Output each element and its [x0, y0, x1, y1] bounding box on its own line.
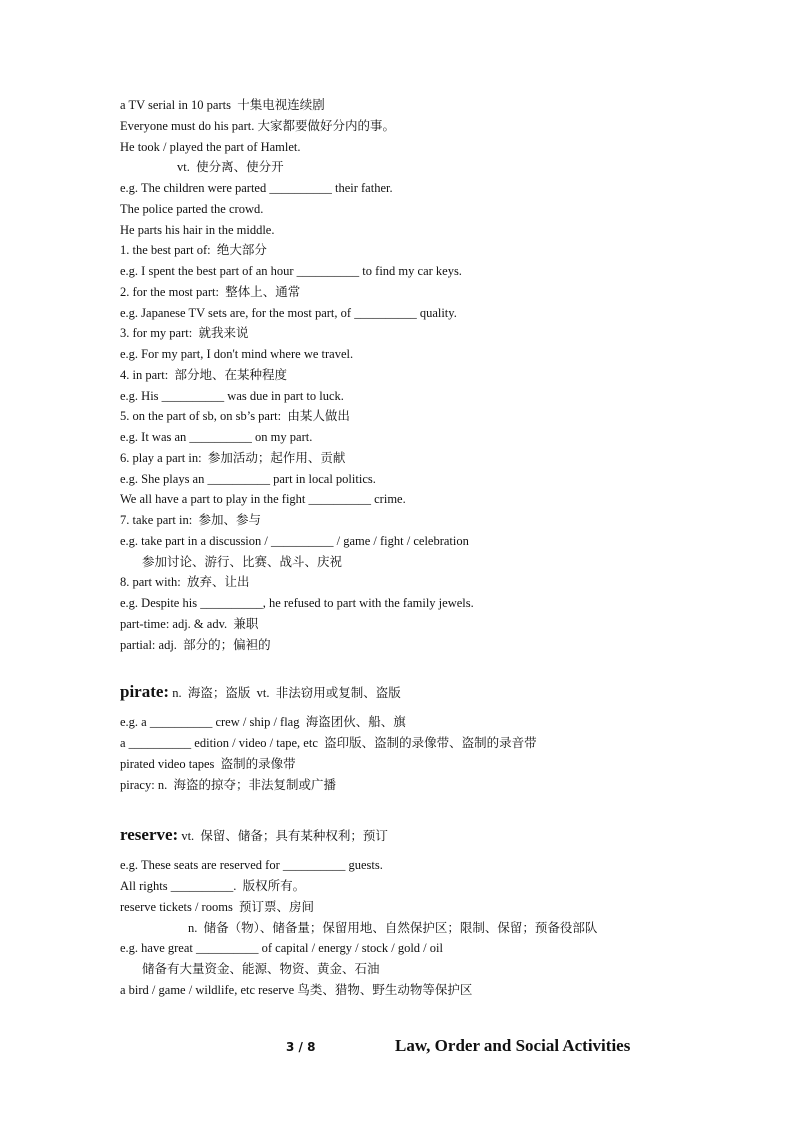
- headword-definition: vt. 保留、储备；具有某种权利；预订: [178, 829, 388, 844]
- pirate-entry: [120, 680, 720, 795]
- reserve-entry: [120, 823, 720, 1000]
- phrase-line: 4. in part: 部分地、在某种程度: [120, 367, 288, 382]
- derivative-line: partial: adj. 部分的；偏袒的: [120, 637, 271, 652]
- noun-sense: n. 储备（物）、储备量；保留用地、自然保护区；限制、保留；预备役部队: [188, 920, 598, 935]
- phrase-line: 6. play a part in: 参加活动；起作用、贡献: [120, 450, 346, 465]
- text-line: reserve tickets / rooms 预订票、房间: [120, 899, 315, 914]
- phrase-line: 3. for my part: 就我来说: [120, 326, 249, 341]
- example-line: e.g. She plays an __________ part in local politics.: [120, 471, 376, 486]
- entry-heading: [120, 680, 720, 704]
- translation-line: 参加讨论、游行、比赛、战斗、庆祝: [142, 554, 343, 569]
- text-line: He parts his hair in the middle.: [120, 222, 275, 237]
- unit-title: Law, Order and Social Activities: [395, 1036, 631, 1055]
- translation-line: 储备有大量资金、能源、物资、黄金、石油: [142, 962, 380, 976]
- text-line: He took / played the part of Hamlet.: [120, 139, 301, 154]
- headword: reserve:: [120, 825, 179, 845]
- example-line: e.g. have great __________ of capital / energy / stock / gold / oil: [120, 941, 443, 956]
- phrase-line: 8. part with: 放弃、让出: [120, 575, 250, 590]
- phrase-line: 1. the best part of: 绝大部分: [120, 243, 267, 258]
- example-line: All rights __________. 版权所有。: [120, 879, 306, 893]
- entry-heading: [120, 823, 720, 847]
- page-content: [120, 95, 720, 1001]
- text-line: Everyone must do his part. 大家都要做好分内的事。: [120, 118, 395, 133]
- page-footer: [0, 1036, 794, 1060]
- example-line: a __________ edition / video / tape, etc 盗印版、盗制的录像带、盗制的录音带: [120, 736, 537, 750]
- headword: pirate:: [120, 682, 170, 702]
- phrase-line: 5. on the part of sb, on sb’s part: 由某人做出: [120, 409, 350, 424]
- derivative-line: piracy: n. 海盗的掠夺；非法复制或广播: [120, 777, 336, 792]
- example-line: e.g. His __________ was due in part to luck.: [120, 388, 344, 403]
- text-line: a bird / game / wildlife, etc reserve 鸟类、猎物、野生动物等保护区: [120, 982, 473, 997]
- example-line: e.g. It was an __________ on my part.: [120, 430, 313, 444]
- part-entry: [120, 95, 720, 655]
- example-line: We all have a part to play in the fight __________ crime.: [120, 492, 406, 507]
- verb-sense: vt. 使分离、使分开: [177, 160, 284, 175]
- text-line: The police parted the crowd.: [120, 201, 264, 216]
- example-line: e.g. The children were parted __________ their father.: [120, 181, 393, 195]
- example-line: e.g. take part in a discussion / __________ / game / fight / celebration: [120, 533, 469, 548]
- example-line: e.g. For my part, I don't mind where we travel.: [120, 347, 354, 361]
- example-line: e.g. Despite his __________, he refused to part with the family jewels.: [120, 596, 474, 610]
- example-line: e.g. Japanese TV sets are, for the most part, of __________ quality.: [120, 305, 457, 320]
- phrase-line: 7. take part in: 参加、参与: [120, 513, 261, 527]
- phrase-line: 2. for the most part: 整体上、通常: [120, 284, 301, 299]
- derivative-line: part-time: adj. & adv. 兼职: [120, 616, 259, 631]
- headword-definition: n. 海盗；盗版 vt. 非法窃用或复制、盗版: [169, 686, 401, 701]
- example-line: e.g. These seats are reserved for __________ guests.: [120, 858, 383, 873]
- text-line: pirated video tapes 盗制的录像带: [120, 756, 296, 771]
- text-line: a TV serial in 10 parts 十集电视连续剧: [120, 98, 325, 112]
- page-number: 3 / 8: [286, 1040, 316, 1054]
- example-line: e.g. I spent the best part of an hour __________ to find my car keys.: [120, 264, 462, 278]
- example-line: e.g. a __________ crew / ship / flag 海盗团伙、船、旗: [120, 715, 406, 730]
